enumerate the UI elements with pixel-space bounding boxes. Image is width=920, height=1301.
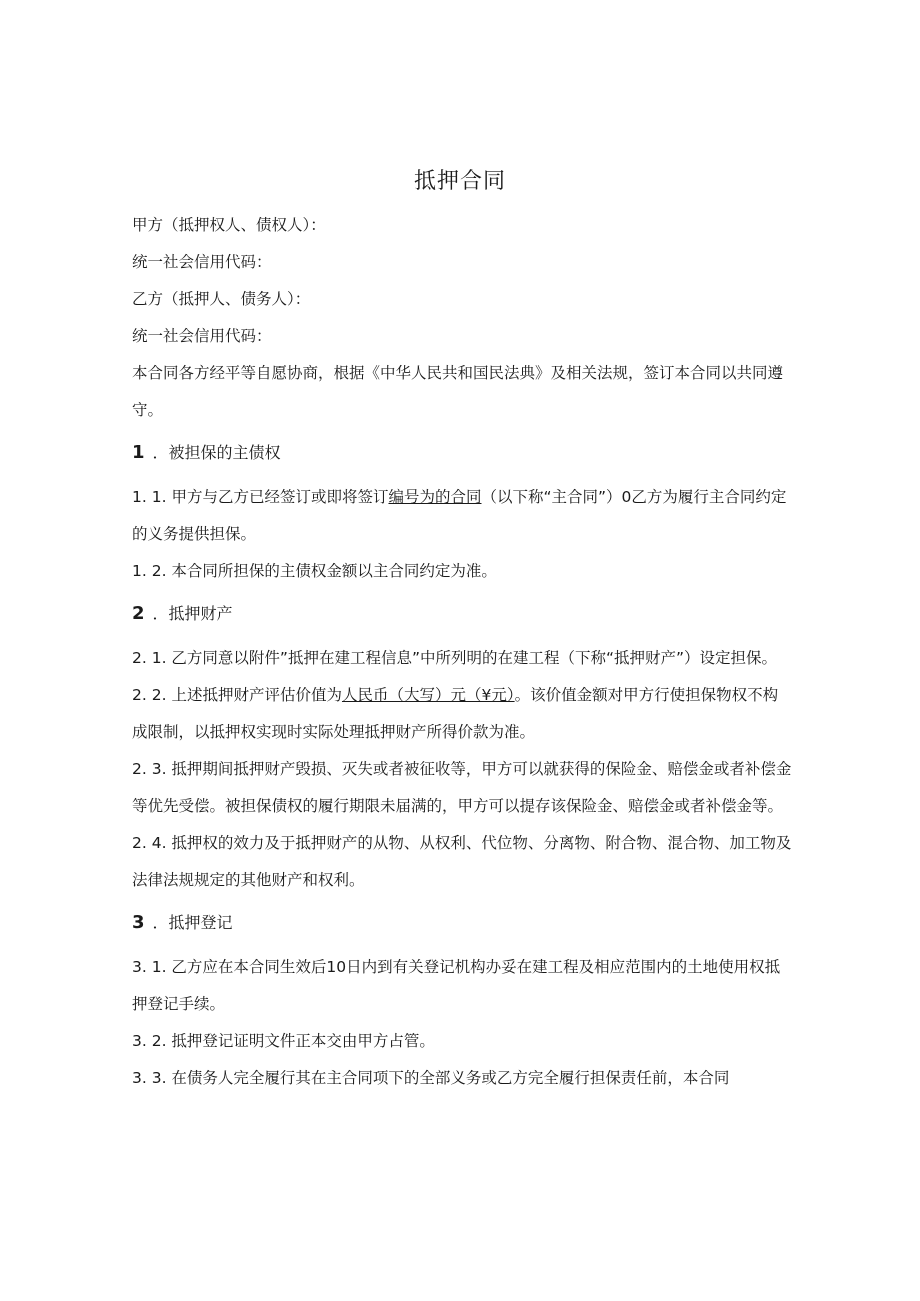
section-heading-3 xyxy=(132,904,792,941)
clause-2-4: 2. 4. 抵押权的效力及于抵押财产的从物、从权利、代位物、分离物、附合物、混合物、加工物及法律法规规定的其他财产和权利。 xyxy=(132,834,792,889)
valuation-amount-blank: 人民币（大写）元（¥元） xyxy=(341,686,515,704)
clause-text: 上述抵押财产评估价值为 xyxy=(171,686,342,704)
clause-3-3: 3. 3. 在债务人完全履行其在主合同项下的全部义务或乙方完全履行担保责任前，本合同 xyxy=(132,1069,730,1087)
party-b-code-line: 统一社会信用代码： xyxy=(132,327,272,345)
clause-text: （以下称“主合同”）0乙方为履行主合同约定的义务提供担保。 xyxy=(132,488,787,543)
clause-number: 1. 1. xyxy=(132,488,167,506)
document-title: 抵押合同 xyxy=(413,169,506,194)
section-title: ．抵押财产 xyxy=(152,604,233,623)
clause-text: 。该价值金额对甲方行使担保物权不构成限制，以抵押权实现时实际处理抵押财产所得价款为准。 xyxy=(132,686,779,741)
document-body xyxy=(132,207,792,1097)
clause-3-1: 3. 1. 乙方应在本合同生效后10日内到有关登记机构办妥在建工程及相应范围内的土地使用权抵押登记手续。 xyxy=(132,958,781,1013)
clause-number: 2. 2. xyxy=(132,686,167,704)
section-title: ．抵押登记 xyxy=(152,913,233,932)
clause-2-3: 2. 3. 抵押期间抵押财产毁损、灭失或者被征收等，甲方可以就获得的保险金、赔偿金或者补偿金等优先受偿。被担保债权的履行期限未届满的，甲方可以提存该保险金、赔偿金或者补偿金等。 xyxy=(132,760,792,815)
section-number: 3 xyxy=(132,912,145,933)
preamble: 本合同各方经平等自愿协商，根据《中华人民共和国民法典》及相关法规，签订本合同以共同遵守。 xyxy=(132,364,784,419)
contract-number-blank: 编号为的合同 xyxy=(388,488,482,506)
party-b-line: 乙方（抵押人、债务人）： xyxy=(132,290,311,308)
clause-1-2: 1. 2. 本合同所担保的主债权金额以主合同约定为准。 xyxy=(132,562,497,580)
party-a-line: 甲方（抵押权人、债权人）： xyxy=(132,216,326,234)
section-heading-2 xyxy=(132,595,792,632)
section-number: 1 xyxy=(132,442,145,463)
clause-3-2: 3. 2. 抵押登记证明文件正本交由甲方占管。 xyxy=(132,1032,435,1050)
clause-2-1: 2. 1. 乙方同意以附件”抵押在建工程信息”中所列明的在建工程（下称“抵押财产”）设定担保。 xyxy=(132,649,778,667)
clause-2-2 xyxy=(132,677,792,751)
section-title: ．被担保的主债权 xyxy=(152,443,281,462)
section-number: 2 xyxy=(132,603,145,624)
section-heading-1 xyxy=(132,434,792,471)
clause-text: 甲方与乙方已经签订或即将签订 xyxy=(171,488,389,506)
party-a-code-line: 统一社会信用代码： xyxy=(132,253,272,271)
clause-1-1 xyxy=(132,479,792,553)
